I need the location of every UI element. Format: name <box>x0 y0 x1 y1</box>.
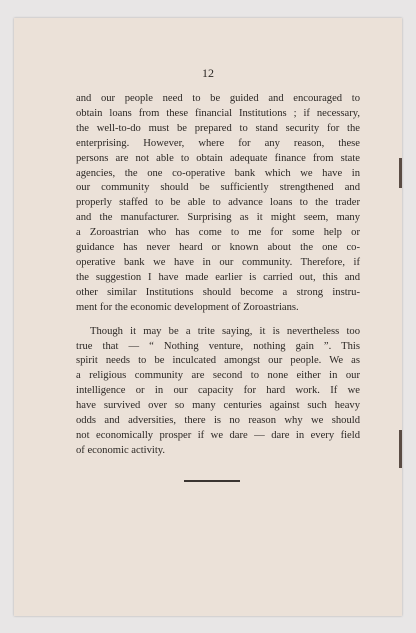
text-line: our community should be sufficiently strengthened and <box>76 182 360 194</box>
text-line: a Zoroastrian who has come to me for some help or <box>76 227 360 239</box>
text-line: agencies, the one co-operative bank which we have in <box>76 167 360 179</box>
body-text <box>76 92 360 459</box>
text-line: ment for the economic development of Zoroastrians. <box>76 301 299 313</box>
document-page <box>14 18 402 616</box>
text-line: the well-to-do must be prepared to stand security for the <box>76 122 360 134</box>
binding-mark-top <box>399 158 402 188</box>
text-line: obtain loans from these financial Institutions ; if necessary, <box>76 107 360 119</box>
binding-mark-bottom <box>399 430 402 468</box>
text-line: a religious community are second to none either in our <box>76 370 360 382</box>
text-line: odds and adversities, there is no reason why we should <box>76 415 360 427</box>
text-line: Though it may be a trite saying, it is nevertheless too <box>90 325 360 337</box>
text-line: the suggestion I have made earlier is carried out, this and <box>76 271 360 283</box>
text-line: of economic activity. <box>76 444 166 456</box>
text-line: properly staffed to be able to advance loans to the trader <box>76 197 360 209</box>
page-number: 12 <box>202 66 214 80</box>
paragraph <box>76 92 360 316</box>
text-line: operative bank we have in our community. Therefore, if <box>76 256 360 268</box>
text-line: enterprising. However, where for any reason, these <box>76 137 360 149</box>
text-line: guidance has never heard or known about the one co- <box>76 242 360 254</box>
text-line: true that — “ Nothing venture, nothing gain ”. This <box>76 340 360 352</box>
text-line: not economically prosper if we dare — dare in every field <box>76 429 360 441</box>
text-line: spirit needs to be inculcated amongst our people. We as <box>76 355 360 367</box>
section-divider <box>184 480 240 482</box>
paragraph-gap <box>76 316 360 325</box>
text-line: and the manufacturer. Surprising as it might seem, many <box>76 212 360 224</box>
text-line: persons are not able to obtain adequate finance from state <box>76 152 360 164</box>
text-line: intelligence or in our capacity for hard work. If we <box>76 385 360 397</box>
text-line: other similar Institutions should become a strong instru- <box>76 286 360 298</box>
paragraph <box>76 325 360 459</box>
text-line: and our people need to be guided and encouraged to <box>76 93 360 104</box>
text-line: have survived over so many centuries against such heavy <box>76 400 360 412</box>
